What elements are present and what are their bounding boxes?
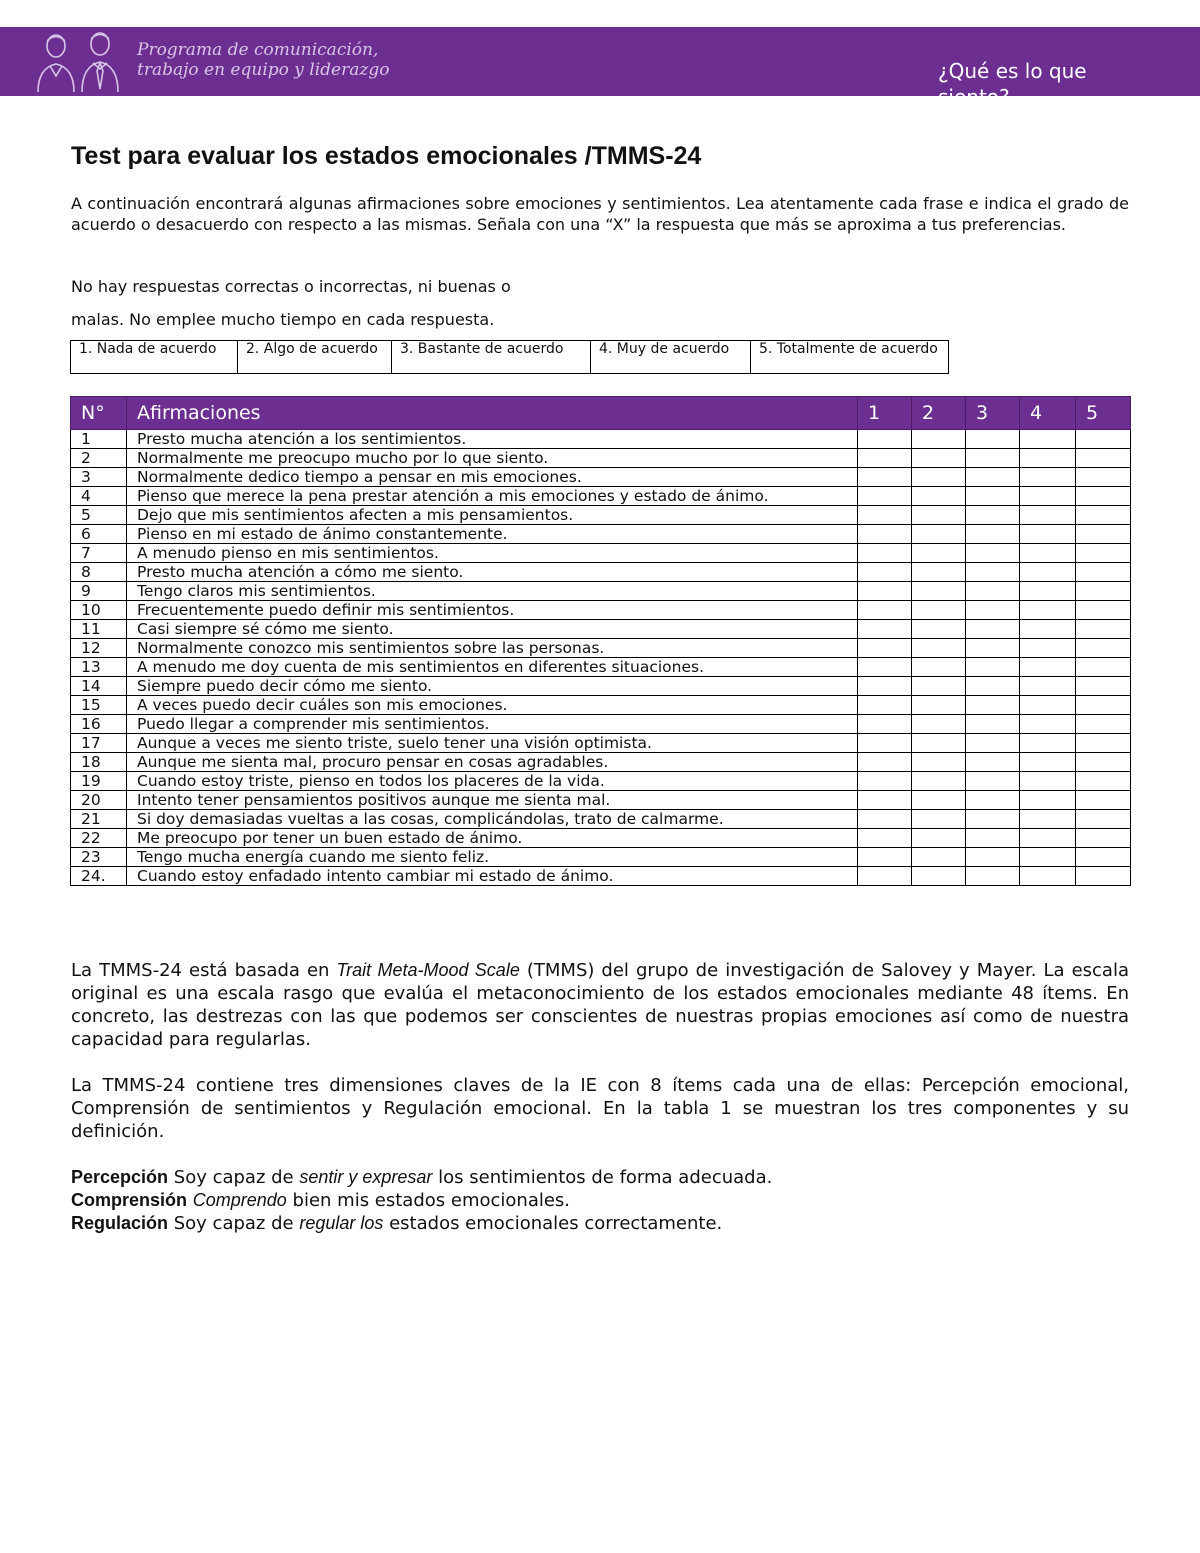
answer-cell-2[interactable] [912, 753, 966, 772]
answer-cell-2[interactable] [912, 525, 966, 544]
answer-cell-1[interactable] [858, 639, 912, 658]
item-number: 3 [71, 468, 127, 487]
item-statement: Cuando estoy triste, pienso en todos los placeres de la vida. [127, 772, 858, 791]
item-statement: Normalmente dedico tiempo a pensar en mis emociones. [127, 468, 858, 487]
answer-cell-2[interactable] [912, 791, 966, 810]
table-row [71, 506, 1131, 525]
item-statement: Tengo mucha energía cuando me siento feliz. [127, 848, 858, 867]
item-statement: A veces puedo decir cuáles son mis emociones. [127, 696, 858, 715]
answer-cell-3[interactable] [966, 772, 1020, 791]
item-number: 2 [71, 449, 127, 468]
answer-cell-4[interactable] [1020, 620, 1076, 639]
table-row [71, 525, 1131, 544]
answer-cell-4[interactable] [1020, 810, 1076, 829]
answer-cell-5[interactable] [1076, 791, 1131, 810]
item-statement: Si doy demasiadas vueltas a las cosas, complicándolas, trato de calmarme. [127, 810, 858, 829]
answer-cell-2[interactable] [912, 620, 966, 639]
item-number: 1 [71, 430, 127, 449]
answer-cell-3[interactable] [966, 506, 1020, 525]
answer-cell-4[interactable] [1020, 449, 1076, 468]
answer-cell-4[interactable] [1020, 753, 1076, 772]
item-statement: Cuando estoy enfadado intento cambiar mi estado de ánimo. [127, 867, 858, 886]
table-row [71, 601, 1131, 620]
people-logo-icon [34, 29, 129, 93]
answer-cell-1[interactable] [858, 696, 912, 715]
column-header-score-1: 1 [858, 397, 912, 430]
table-row [71, 753, 1131, 772]
column-header-statements: Afirmaciones [127, 397, 858, 430]
answer-cell-1[interactable] [858, 715, 912, 734]
answer-cell-5[interactable] [1076, 449, 1131, 468]
answer-cell-5[interactable] [1076, 620, 1131, 639]
answer-cell-1[interactable] [858, 449, 912, 468]
program-name: Programa de comunicación, trabajo en equipo y liderazgo [137, 40, 390, 80]
item-statement: Tengo claros mis sentimientos. [127, 582, 858, 601]
answer-cell-3[interactable] [966, 715, 1020, 734]
answer-cell-2[interactable] [912, 715, 966, 734]
item-number: 15 [71, 696, 127, 715]
answer-cell-5[interactable] [1076, 753, 1131, 772]
scale-option: 3. Bastante de acuerdo [392, 341, 591, 374]
table-row [71, 449, 1131, 468]
definition-perception: Percepción Soy capaz de sentir y expresar los sentimientos de forma adecuada. [71, 1167, 773, 1188]
answer-cell-2[interactable] [912, 487, 966, 506]
answer-cell-3[interactable] [966, 449, 1020, 468]
answer-cell-5[interactable] [1076, 544, 1131, 563]
table-row [71, 468, 1131, 487]
answer-cell-5[interactable] [1076, 658, 1131, 677]
item-number: 20 [71, 791, 127, 810]
answer-cell-5[interactable] [1076, 772, 1131, 791]
scale-option: 1. Nada de acuerdo [71, 341, 238, 374]
answer-cell-5[interactable] [1076, 468, 1131, 487]
answer-cell-3[interactable] [966, 734, 1020, 753]
answer-cell-4[interactable] [1020, 601, 1076, 620]
table-row [71, 430, 1131, 449]
scale-option: 4. Muy de acuerdo [591, 341, 751, 374]
answer-cell-5[interactable] [1076, 829, 1131, 848]
answer-cell-1[interactable] [858, 430, 912, 449]
answer-cell-2[interactable] [912, 544, 966, 563]
item-number: 6 [71, 525, 127, 544]
answer-cell-4[interactable] [1020, 639, 1076, 658]
table-row [71, 487, 1131, 506]
item-number: 14 [71, 677, 127, 696]
answer-cell-2[interactable] [912, 696, 966, 715]
answer-cell-2[interactable] [912, 563, 966, 582]
scale-option: 2. Algo de acuerdo [238, 341, 392, 374]
table-row [71, 810, 1131, 829]
answer-cell-3[interactable] [966, 639, 1020, 658]
answer-cell-4[interactable] [1020, 867, 1076, 886]
table-row [71, 715, 1131, 734]
answer-cell-3[interactable] [966, 601, 1020, 620]
answer-cell-4[interactable] [1020, 696, 1076, 715]
item-statement: Normalmente me preocupo mucho por lo que siento. [127, 449, 858, 468]
table-row [71, 772, 1131, 791]
table-row [71, 544, 1131, 563]
answer-cell-2[interactable] [912, 810, 966, 829]
answer-cell-4[interactable] [1020, 544, 1076, 563]
answer-cell-1[interactable] [858, 791, 912, 810]
answer-cell-5[interactable] [1076, 506, 1131, 525]
answer-cell-4[interactable] [1020, 487, 1076, 506]
table-row [71, 563, 1131, 582]
item-number: 18 [71, 753, 127, 772]
column-header-score-4: 4 [1020, 397, 1076, 430]
item-number: 9 [71, 582, 127, 601]
answer-cell-5[interactable] [1076, 563, 1131, 582]
answer-cell-2[interactable] [912, 867, 966, 886]
item-number: 21 [71, 810, 127, 829]
answer-cell-3[interactable] [966, 791, 1020, 810]
item-number: 24. [71, 867, 127, 886]
table-row [71, 791, 1131, 810]
definitions-list [71, 1166, 772, 1235]
paragraph-dimensions: La TMMS-24 contiene tres dimensiones claves de la IE con 8 ítems cada una de ellas: Percepción emocional, Comprensión de sentimientos y Regulación emocional. En la tabla 1 se muestran los tres componentes y su definición. [71, 1075, 1129, 1142]
answer-cell-3[interactable] [966, 430, 1020, 449]
answer-cell-4[interactable] [1020, 734, 1076, 753]
answer-cell-5[interactable] [1076, 715, 1131, 734]
item-number: 8 [71, 563, 127, 582]
answer-cell-3[interactable] [966, 544, 1020, 563]
note-line-1: No hay respuestas correctas o incorrectas, ni buenas o [71, 277, 511, 296]
table-row [71, 848, 1131, 867]
paragraph-tmms-description: La TMMS-24 está basada en Trait Meta-Mood Scale (TMMS) del grupo de investigación de Salovey y Mayer. La escala original es una escala rasgo que evalúa el metaconocimiento de los estados emocionales mediante 48 ítems. En concreto, las destrezas con las que podemos ser conscientes de nuestras propias emociones así como de nuestra capacidad para regularlas. [71, 960, 1129, 1050]
answer-cell-4[interactable] [1020, 430, 1076, 449]
answer-cell-1[interactable] [858, 677, 912, 696]
answer-cell-4[interactable] [1020, 468, 1076, 487]
answer-cell-2[interactable] [912, 468, 966, 487]
table-row [71, 639, 1131, 658]
item-statement: Me preocupo por tener un buen estado de ánimo. [127, 829, 858, 848]
answer-cell-3[interactable] [966, 696, 1020, 715]
answer-cell-2[interactable] [912, 430, 966, 449]
answer-cell-3[interactable] [966, 468, 1020, 487]
answer-cell-2[interactable] [912, 601, 966, 620]
item-statement: Puedo llegar a comprender mis sentimientos. [127, 715, 858, 734]
table-row [71, 582, 1131, 601]
answer-cell-4[interactable] [1020, 525, 1076, 544]
scale-option: 5. Totalmente de acuerdo [751, 341, 949, 374]
item-statement: Siempre puedo decir cómo me siento. [127, 677, 858, 696]
answer-cell-5[interactable] [1076, 525, 1131, 544]
answer-cell-4[interactable] [1020, 677, 1076, 696]
item-number: 4 [71, 487, 127, 506]
tmms-items-table [70, 396, 1131, 886]
answer-cell-5[interactable] [1076, 734, 1131, 753]
answer-cell-1[interactable] [858, 772, 912, 791]
item-statement: Pienso en mi estado de ánimo constantemente. [127, 525, 858, 544]
column-header-score-5: 5 [1076, 397, 1131, 430]
item-number: 22 [71, 829, 127, 848]
item-number: 19 [71, 772, 127, 791]
item-statement: Frecuentemente puedo definir mis sentimientos. [127, 601, 858, 620]
table-row [71, 829, 1131, 848]
answer-cell-5[interactable] [1076, 677, 1131, 696]
answer-cell-5[interactable] [1076, 430, 1131, 449]
answer-cell-5[interactable] [1076, 487, 1131, 506]
answer-cell-2[interactable] [912, 772, 966, 791]
item-statement: Intento tener pensamientos positivos aunque me sienta mal. [127, 791, 858, 810]
answer-cell-4[interactable] [1020, 848, 1076, 867]
answer-cell-3[interactable] [966, 848, 1020, 867]
table-row [71, 620, 1131, 639]
answer-cell-2[interactable] [912, 506, 966, 525]
answer-cell-2[interactable] [912, 639, 966, 658]
item-number: 10 [71, 601, 127, 620]
table-row [71, 696, 1131, 715]
definition-comprehension: Comprensión Comprendo bien mis estados emocionales. [71, 1190, 571, 1211]
item-statement: Normalmente conozco mis sentimientos sobre las personas. [127, 639, 858, 658]
answer-cell-5[interactable] [1076, 582, 1131, 601]
item-number: 17 [71, 734, 127, 753]
item-number: 5 [71, 506, 127, 525]
answer-cell-4[interactable] [1020, 829, 1076, 848]
answer-cell-1[interactable] [858, 620, 912, 639]
item-statement: Pienso que merece la pena prestar atención a mis emociones y estado de ánimo. [127, 487, 858, 506]
column-header-score-2: 2 [912, 397, 966, 430]
answer-cell-1[interactable] [858, 848, 912, 867]
answer-cell-3[interactable] [966, 487, 1020, 506]
answer-cell-2[interactable] [912, 677, 966, 696]
item-statement: Presto mucha atención a cómo me siento. [127, 563, 858, 582]
answer-cell-4[interactable] [1020, 715, 1076, 734]
answer-cell-1[interactable] [858, 658, 912, 677]
item-statement: Aunque me sienta mal, procuro pensar en cosas agradables. [127, 753, 858, 772]
answer-cell-4[interactable] [1020, 563, 1076, 582]
answer-cell-4[interactable] [1020, 582, 1076, 601]
answer-cell-5[interactable] [1076, 848, 1131, 867]
answer-cell-1[interactable] [858, 734, 912, 753]
intro-paragraph: A continuación encontrará algunas afirmaciones sobre emociones y sentimientos. Lea atentamente cada frase e indica el grado de acuerdo o desacuerdo con respecto a las mismas. Señala con una “X” la respuesta que más se aproxima a tus preferencias. [71, 194, 1129, 234]
table-row [71, 734, 1131, 753]
answer-cell-3[interactable] [966, 563, 1020, 582]
answer-cell-2[interactable] [912, 582, 966, 601]
answer-cell-5[interactable] [1076, 696, 1131, 715]
answer-cell-5[interactable] [1076, 639, 1131, 658]
table-header-row [71, 397, 1131, 430]
answer-cell-5[interactable] [1076, 867, 1131, 886]
answer-cell-1[interactable] [858, 487, 912, 506]
answer-cell-1[interactable] [858, 867, 912, 886]
answer-cell-3[interactable] [966, 829, 1020, 848]
table-row [71, 658, 1131, 677]
answer-cell-3[interactable] [966, 753, 1020, 772]
item-number: 16 [71, 715, 127, 734]
answer-cell-3[interactable] [966, 677, 1020, 696]
answer-cell-2[interactable] [912, 449, 966, 468]
page-title: Test para evaluar los estados emocionales /TMMS-24 [71, 142, 702, 170]
answer-cell-3[interactable] [966, 658, 1020, 677]
answer-cell-1[interactable] [858, 468, 912, 487]
answer-cell-3[interactable] [966, 525, 1020, 544]
item-statement: A menudo pienso en mis sentimientos. [127, 544, 858, 563]
item-number: 11 [71, 620, 127, 639]
answer-cell-3[interactable] [966, 867, 1020, 886]
item-number: 13 [71, 658, 127, 677]
note-line-2: malas. No emplee mucho tiempo en cada respuesta. [71, 310, 495, 329]
item-statement: Presto mucha atención a los sentimientos. [127, 430, 858, 449]
header-right-title: ¿Qué es lo que siento? [938, 59, 1087, 109]
answer-cell-2[interactable] [912, 848, 966, 867]
answer-cell-4[interactable] [1020, 506, 1076, 525]
answer-cell-3[interactable] [966, 582, 1020, 601]
header-banner [0, 27, 1200, 109]
answer-cell-4[interactable] [1020, 658, 1076, 677]
answer-cell-4[interactable] [1020, 791, 1076, 810]
item-statement: Aunque a veces me siento triste, suelo tener una visión optimista. [127, 734, 858, 753]
answer-cell-3[interactable] [966, 620, 1020, 639]
answer-cell-1[interactable] [858, 544, 912, 563]
answer-cell-2[interactable] [912, 658, 966, 677]
item-number: 23 [71, 848, 127, 867]
item-number: 12 [71, 639, 127, 658]
definition-regulation: Regulación Soy capaz de regular los estados emocionales correctamente. [71, 1213, 723, 1234]
item-statement: Dejo que mis sentimientos afecten a mis pensamientos. [127, 506, 858, 525]
column-header-score-3: 3 [966, 397, 1020, 430]
item-statement: A menudo me doy cuenta de mis sentimientos en diferentes situaciones. [127, 658, 858, 677]
item-statement: Casi siempre sé cómo me siento. [127, 620, 858, 639]
answer-cell-2[interactable] [912, 829, 966, 848]
answer-cell-1[interactable] [858, 601, 912, 620]
answer-cell-3[interactable] [966, 810, 1020, 829]
answer-cell-1[interactable] [858, 525, 912, 544]
table-row [71, 867, 1131, 886]
answer-cell-1[interactable] [858, 753, 912, 772]
answer-cell-1[interactable] [858, 810, 912, 829]
answer-cell-1[interactable] [858, 506, 912, 525]
scale-legend [70, 340, 949, 374]
answer-cell-1[interactable] [858, 563, 912, 582]
answer-cell-1[interactable] [858, 582, 912, 601]
item-number: 7 [71, 544, 127, 563]
answer-cell-5[interactable] [1076, 810, 1131, 829]
answer-cell-1[interactable] [858, 829, 912, 848]
answer-cell-2[interactable] [912, 734, 966, 753]
column-header-number: N° [71, 397, 127, 430]
answer-cell-5[interactable] [1076, 601, 1131, 620]
table-row [71, 677, 1131, 696]
answer-cell-4[interactable] [1020, 772, 1076, 791]
